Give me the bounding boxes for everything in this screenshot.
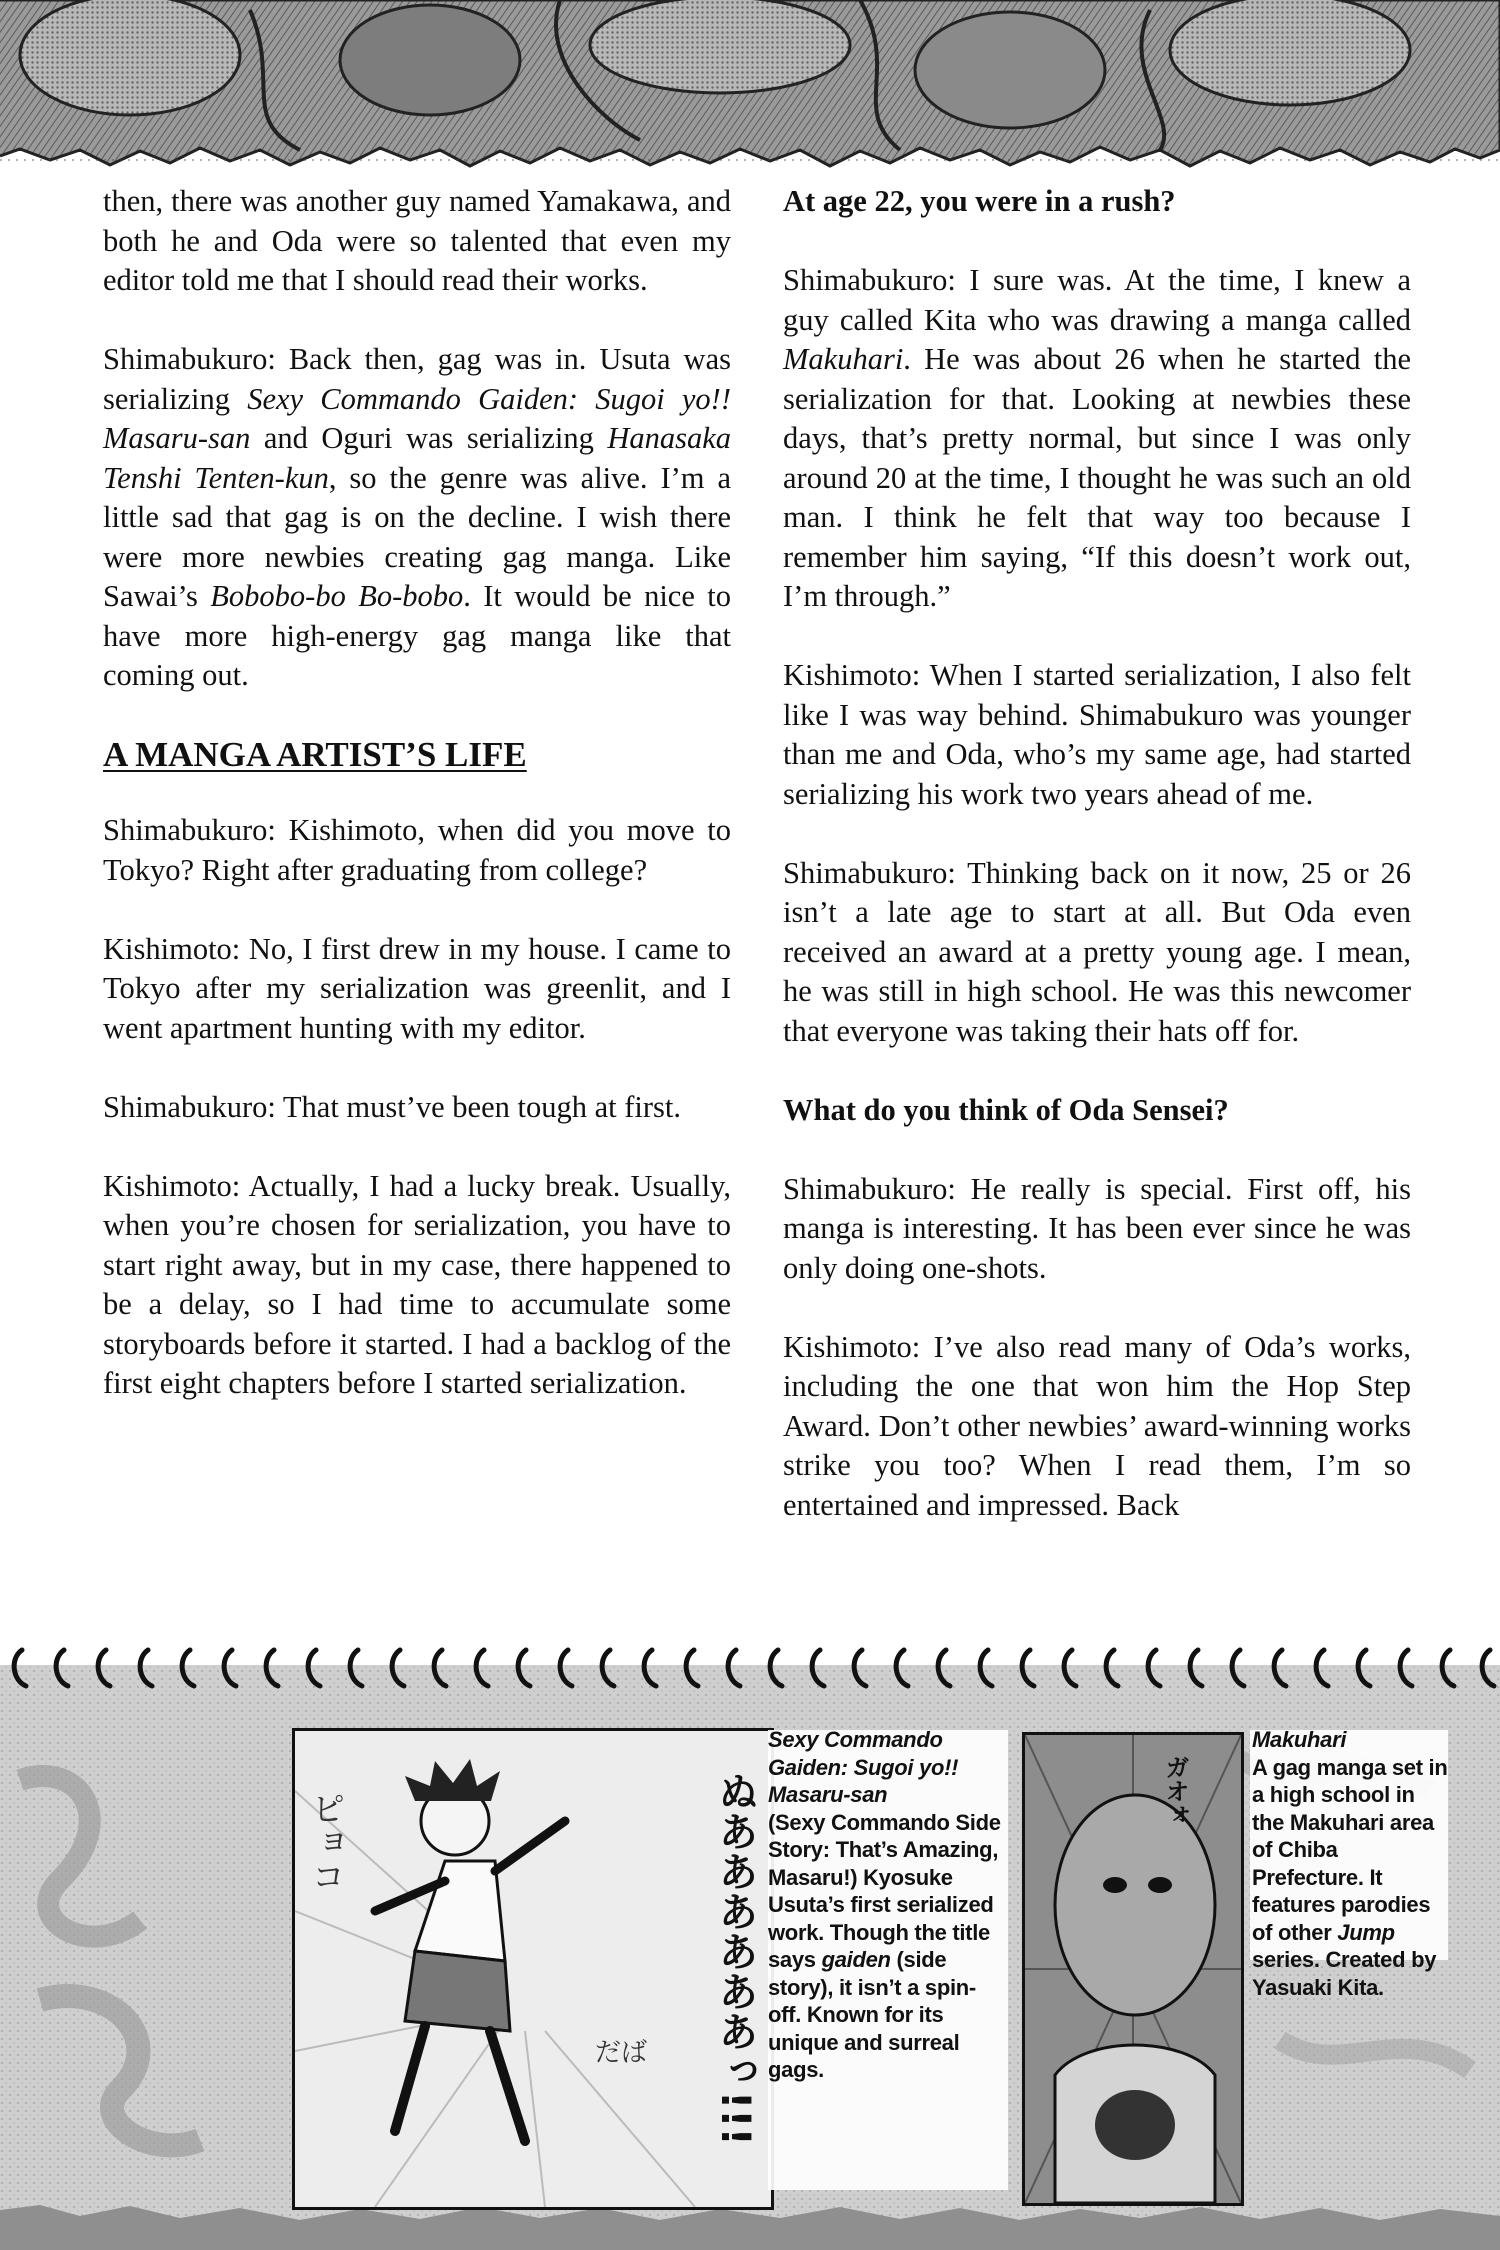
section-heading: A MANGA ARTIST’S LIFE: [103, 735, 527, 774]
sketchbook-section: [0, 1620, 1500, 2250]
sfx-scream: ぬああああああっ!!!: [712, 1771, 758, 2146]
caption-makuhari: Makuhari A gag manga set in a high school in the Makuhari area of Chiba Prefecture. It features parodies of other Jump series. Created by Yasuaki Kita.: [1252, 1726, 1450, 2001]
left-paragraph-1: then, there was another guy named Yamakawa, and both he and Oda were so talented that even my editor told me that I should read their works.: [103, 184, 731, 297]
caption-sexy-commando: Sexy Commando Gaiden: Sugoi yo!! Masaru-san (Sexy Commando Side Story: That’s Amazing, Masaru!) Kyosuke Usuta’s first serialized work. Though the title says gaiden (side story), it isn’t a spin-off. Known for its unique and surreal gags.: [768, 1726, 1008, 2084]
manga-panel-sexy-commando: [292, 1728, 774, 2210]
interview-question-2: What do you think of Oda Sensei?: [783, 1092, 1229, 1127]
caption-title-sexy-commando: Sexy Commando Gaiden: Sugoi yo!! Masaru-san: [768, 1727, 959, 1807]
left-paragraph-3: Shimabukuro: Kishimoto, when did you move to Tokyo? Right after graduating from college?: [103, 813, 731, 887]
sfx-daba: だば: [595, 2038, 648, 2068]
caption-title-makuhari: Makuhari: [1252, 1727, 1347, 1752]
right-text-column: [783, 182, 1411, 1525]
right-paragraph-4: Shimabukuro: He really is special. First off, his manga is interesting. It has been ever since he was only doing one-shots.: [783, 1171, 1411, 1285]
left-paragraph-4: Kishimoto: No, I first drew in my house. I came to Tokyo after my serialization was greenlit, and I went apartment hunting with my editor.: [103, 931, 731, 1045]
sfx-gao: ガオォ: [1161, 1755, 1189, 1827]
left-text-column: [103, 182, 731, 1404]
title-bobobo: Bobobo-bo Bo-bobo: [210, 579, 464, 613]
title-makuhari: Makuhari: [783, 342, 904, 376]
title-sexy-commando: Sexy Commando Gaiden: Sugoi yo!! Masaru-san: [103, 381, 731, 455]
interview-question-1: At age 22, you were in a rush?: [783, 184, 1176, 218]
left-paragraph-2: Shimabukuro: Back then, gag was in. Usuta was serializing Sexy Commando Gaiden: Sugoi yo!! Masaru-san and Oguri was serializing Hanasaka Tenshi Tenten-kun, so the genre was alive. I’m a little sad that gag is on the decline. I wish there were more newbies creating gag manga. Like Sawai’s Bobobo-bo Bo-bobo. It would be nice to have more high-energy gag manga like that coming out.: [103, 342, 731, 692]
manga-panel-makuhari: [1022, 1732, 1244, 2206]
left-paragraph-5: Shimabukuro: That must’ve been tough at first.: [103, 1089, 681, 1124]
title-hanasaka-tenshi: Hanasaka Tenshi Tenten-kun: [103, 421, 731, 495]
top-manga-art-banner: [0, 0, 1500, 190]
right-paragraph-2: Kishimoto: When I started serialization, I also felt like I was way behind. Shimabukuro was younger than me and Oda, who’s my same age, had started serializing his work two years ahead of me.: [783, 658, 1411, 811]
sfx-pyoko: ピョコ: [305, 1791, 345, 1893]
right-paragraph-3: Shimabukuro: Thinking back on it now, 25 or 26 isn’t a late age to start at all. But Oda even received an award at a pretty young age. I mean, he was still in high school. He was this newcomer that everyone was taking their hats off for.: [783, 855, 1411, 1048]
right-paragraph-1: Shimabukuro: I sure was. At the time, I knew a guy called Kita who was drawing a manga called Makuhari. He was about 26 when he started the serialization for that. Looking at newbies these days, that’s pretty normal, but since I was only around 20 at the time, I thought he was such an old man. I think he felt that way too because I remember him saying, “If this doesn’t work out, I’m through.”: [783, 263, 1411, 613]
left-paragraph-6: Kishimoto: Actually, I had a lucky break. Usually, when you’re chosen for serialization, you have to start right away, but in my case, there happened to be a delay, so I had time to accumulate some storyboards before it started. I had a backlog of the first eight chapters before I started serialization.: [103, 1168, 731, 1400]
right-paragraph-5: Kishimoto: I’ve also read many of Oda’s works, including the one that won him the Hop Step Award. Don’t other newbies’ award-winning works strike you too? When I read them, I’m so entertained and impressed. Back: [783, 1329, 1411, 1522]
